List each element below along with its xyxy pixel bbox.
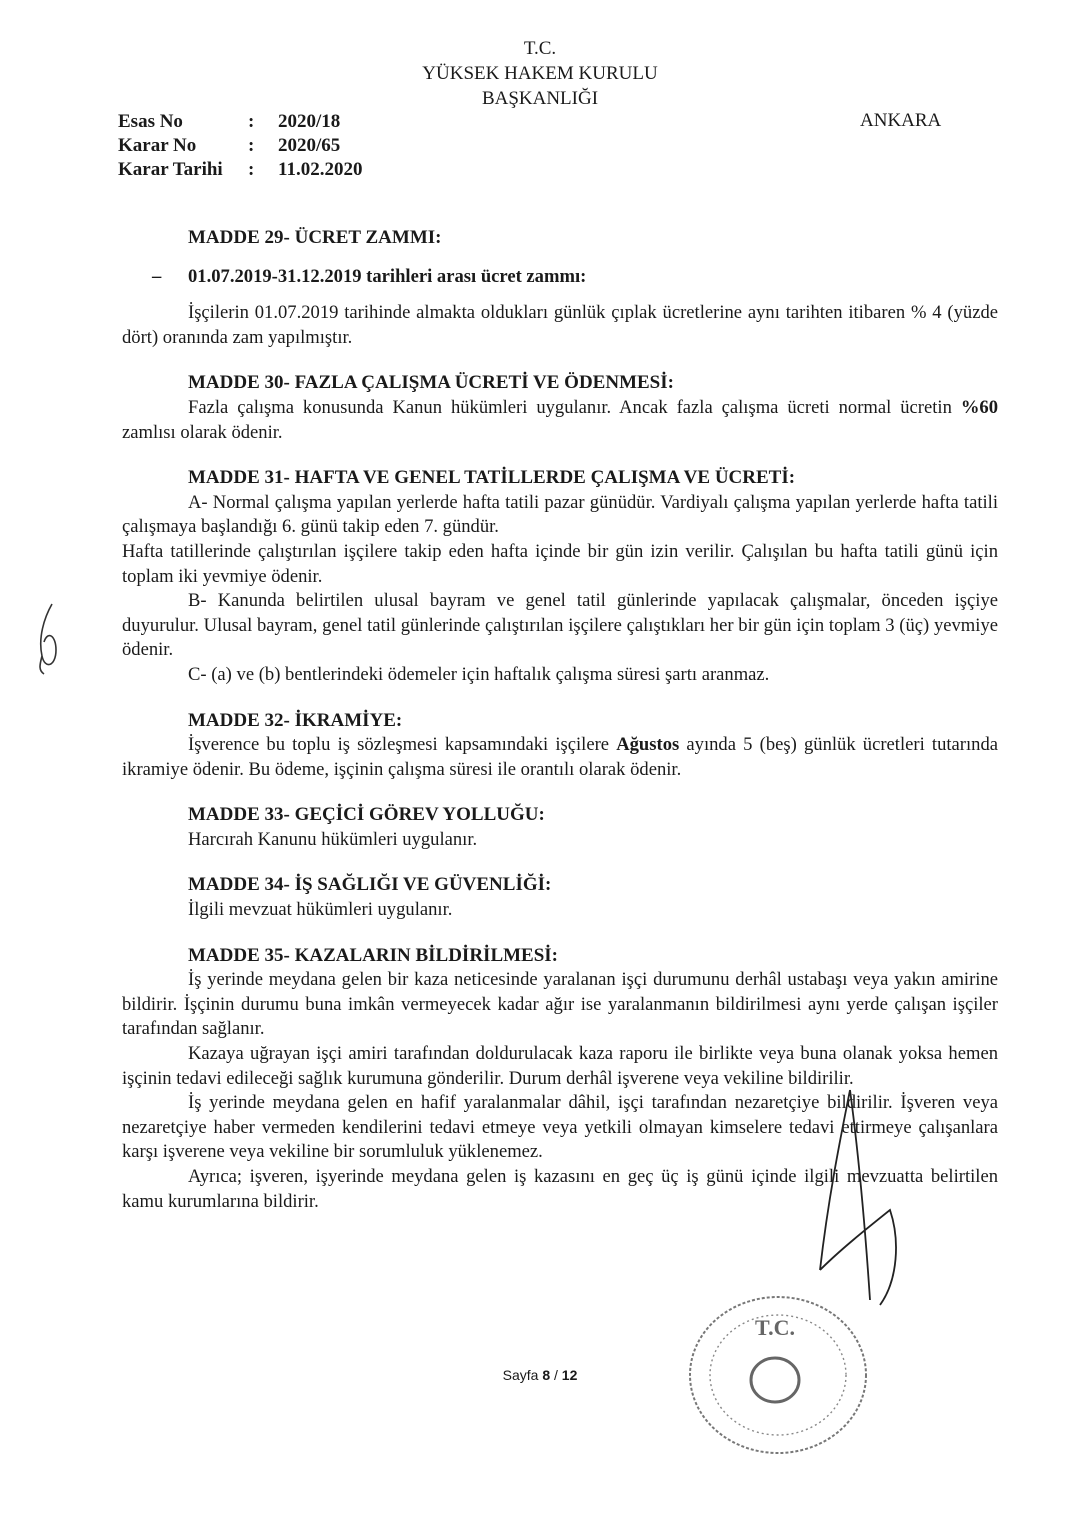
bold-percent: %60 xyxy=(960,396,998,418)
article-31 xyxy=(122,466,998,687)
article-30 xyxy=(122,371,998,445)
article-title: MADDE 29- ÜCRET ZAMMI: xyxy=(188,227,442,248)
header-line-tc: T.C. xyxy=(523,38,557,59)
karar-value: 2020/65 xyxy=(278,135,341,156)
tarih-value: 11.02.2020 xyxy=(278,159,363,180)
colon: : xyxy=(248,159,255,180)
text-run: İşverence bu toplu iş sözleşmesi kapsamındaki işçilere xyxy=(188,734,617,756)
article-subtitle: 01.07.2019-31.12.2019 tarihleri arası ücret zammı: xyxy=(188,265,587,287)
paragraph: Hafta tatillerinde çalıştırılan işçilere takip eden hafta içinde bir gün izin verilir. Çalışılan bu hafta tatili günü için toplam iki yevmiye ödenir. xyxy=(122,540,998,587)
esas-value: 2020/18 xyxy=(278,111,341,132)
colon: : xyxy=(248,135,255,156)
paragraph: İşçilerin 01.07.2019 tarihinde almakta oldukları günlük çıplak ücretlerine aynı tarihten itibaren % 4 (yüzde dört) oranında zam yapılmıştır. xyxy=(122,302,998,348)
document-header xyxy=(0,36,1080,111)
paragraph: Kazaya uğrayan işçi amiri tarafından doldurulacak kaza raporu ile birlikte veya buna olanak yoksa hemen işçinin tedavi edileceği sağlık kurumuna gönderilir. Durum derhâl işverene veya vekiline bildirilir. xyxy=(122,1043,998,1089)
paragraph: B- Kanunda belirtilen ulusal bayram ve genel tatil günlerinde yapılacak çalışmalar, önceden işçiye duyurulur. Ulusal bayram, genel tatil günlerinde çalıştırılan işçilere çalıştıkları her bir gün için toplam 3 (üç) yevmiye ödenir. xyxy=(122,590,998,661)
stamp-text: T.C. xyxy=(755,1315,795,1340)
article-33 xyxy=(122,803,998,852)
article-title: MADDE 30- FAZLA ÇALIŞMA ÜCRETİ VE ÖDENMESİ: xyxy=(188,372,674,394)
paragraph: İlgili mevzuat hükümleri uygulanır. xyxy=(188,899,453,921)
paragraph: İş yerinde meydana gelen en hafif yaralanmalar dâhil, işçi tarafından nezaretçiye bildirilir. İşveren veya nezaretçiye haber vermeden kendilerini tedavi etmeye veya yetkili olmayan kimselere tedavi ettirmeye çalışanlara karşı işverene veya vekiline bir sorumluluk yüklenemez. xyxy=(122,1092,998,1163)
margin-initial-signature xyxy=(30,600,70,680)
bold-month: Ağustos xyxy=(616,734,680,756)
text-run: ayında 5 (beş) günlük ücretleri tutarında ikramiye ödenir. Bu ödeme, işçinin çalışma süresi ile orantılı olarak ödenir. xyxy=(122,734,998,780)
header-line-presidency: BAŞKANLIĞI xyxy=(481,88,599,109)
page-number: 8 xyxy=(542,1367,551,1383)
paragraph: Harcırah Kanunu hükümleri uygulanır. xyxy=(188,828,478,850)
paragraph: C- (a) ve (b) bentlerindeki ödemeler için haftalık çalışma süresi şartı aranmaz. xyxy=(188,663,770,685)
meta-row-esas xyxy=(118,110,362,134)
city-label: ANKARA xyxy=(860,110,942,131)
page-separator: / xyxy=(550,1367,562,1383)
article-title: MADDE 31- HAFTA VE GENEL TATİLLERDE ÇALIŞMA VE ÜCRETİ: xyxy=(188,467,796,489)
paragraph: Ayrıca; işveren, işyerinde meydana gelen iş kazasını en geç üç iş günü içinde ilgili mevzuatta belirtilen kamu kurumlarına bildirir. xyxy=(122,1166,998,1212)
karar-label: Karar No xyxy=(118,135,197,156)
article-34 xyxy=(122,873,998,922)
document-body xyxy=(122,226,998,1214)
meta-row-karar xyxy=(118,134,362,158)
article-subtitle-row xyxy=(122,265,998,290)
paragraph: A- Normal çalışma yapılan yerlerde hafta tatili pazar günüdür. Vardiyalı çalışma yapılan yerlerde hafta tatili çalışmaya başlandığı 6. günü takip eden 7. gündür. xyxy=(122,491,998,538)
paragraph: İş yerinde meydana gelen bir kaza neticesinde yaralanan işçi durumunu derhâl ustabaşı veya yakın amirine bildirir. İşçinin durumu buna imkân vermeyecek kadar ağır ise yaralanmanın bildirilmesi aynı yerde çalışan işçiler tarafından sağlanır. xyxy=(122,969,998,1040)
header-line-institution: YÜKSEK HAKEM KURULU xyxy=(422,63,658,84)
page-prefix: Sayfa xyxy=(502,1367,543,1383)
article-title: MADDE 33- GEÇİCİ GÖREV YOLLUĞU: xyxy=(188,804,545,826)
tarih-label: Karar Tarihi xyxy=(118,159,223,180)
text-run: Fazla çalışma konusunda Kanun hükümleri uygulanır. Ancak fazla çalışma ücreti normal ücretin xyxy=(188,396,961,418)
article-title: MADDE 34- İŞ SAĞLIĞI VE GÜVENLİĞİ: xyxy=(188,874,552,896)
article-32 xyxy=(122,709,998,783)
colon: : xyxy=(248,111,255,132)
paragraph xyxy=(122,733,998,782)
dash-bullet: – xyxy=(152,265,162,287)
handwritten-signature xyxy=(780,1080,940,1320)
meta-row-tarih xyxy=(118,158,362,182)
text-run: zamlısı olarak ödenir. xyxy=(122,421,283,443)
article-title: MADDE 32- İKRAMİYE: xyxy=(188,709,403,731)
article-title: MADDE 35- KAZALARIN BİLDİRİLMESİ: xyxy=(188,944,559,966)
esas-label: Esas No xyxy=(118,111,183,132)
page-total: 12 xyxy=(561,1367,578,1383)
page-footer xyxy=(0,1367,1080,1383)
article-29 xyxy=(122,226,998,350)
case-metadata xyxy=(118,110,362,182)
paragraph xyxy=(122,396,998,445)
